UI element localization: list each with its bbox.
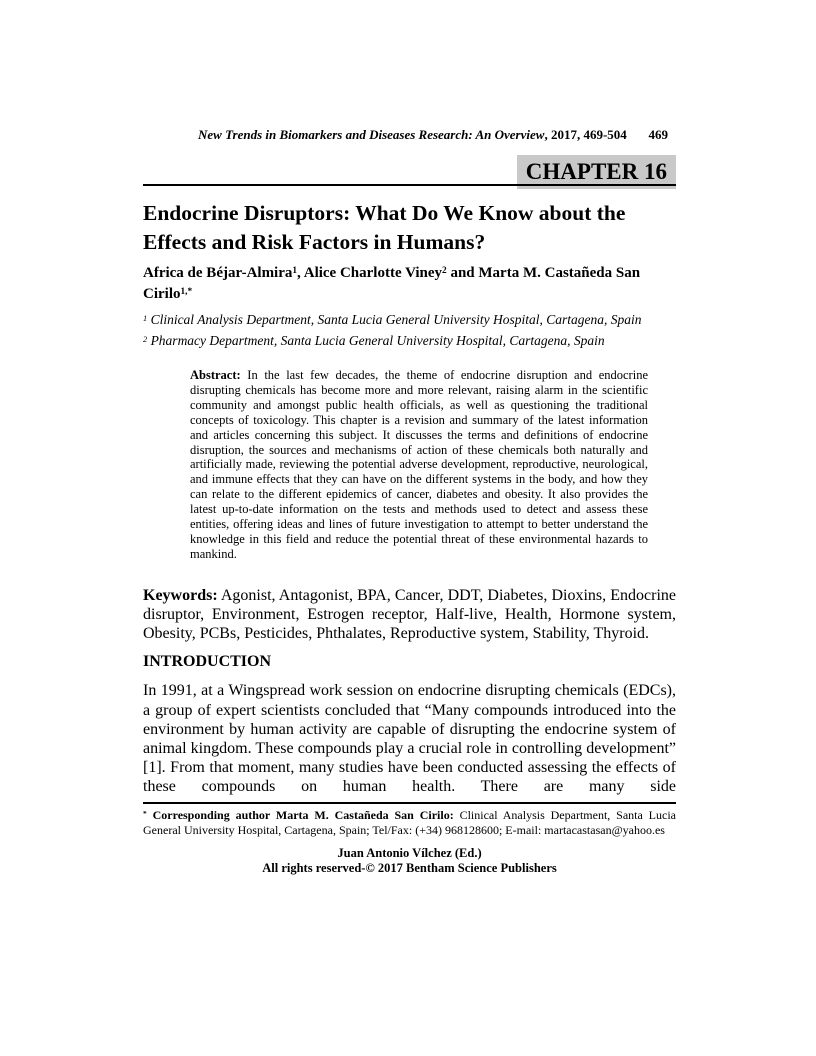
affiliation-2-text: Pharmacy Department, Santa Lucia General University Hospital, Cartagena, Spain [147, 333, 605, 348]
footnote-text: Clinical Analysis Department, Santa Lucia General University Hospital, Cartagena, Spain; Tel/Fax: (+34) 968128600; E-mail: martacastasan@yahoo.es [143, 807, 676, 837]
affiliations [143, 309, 676, 351]
abstract [190, 368, 648, 562]
affiliation-2 [143, 330, 676, 351]
abstract-text: In the last few decades, the theme of endocrine disruption and endocrine disrupting chemicals has become more and more relevant, raising alarm in the scientific community and amongst public health officials, as well as questioning the traditional concepts of toxicology. This chapter is a revision and summary of the latest information and articles concerning this subject. It discusses the terms and definitions of endocrine disruption, the sources and mechanisms of action of these chemicals both naturally and artificially made, reviewing the potential adverse development, reproductive, neurological, and immune effects that they can have on the different systems in the body, and how they can relate to the different epidemics of cancer, diabetes and obesity. It also provides the latest up-to-date information on the tests and methods used to detect and assess these entities, offering ideas and lines of future investigation to attempt to better understand the knowledge in this field and reduce the potential threat of these environmental hazards to mankind. [190, 368, 648, 561]
affiliation-1-text: Clinical Analysis Department, Santa Lucia General University Hospital, Cartagena, Spain [147, 312, 642, 327]
footnote-rule [143, 802, 676, 804]
footnote-marker: * [143, 808, 147, 818]
introduction-paragraph: In 1991, at a Wingspread work session on endocrine disrupting chemicals (EDCs), a group of expert scientists concluded that “Many compounds introduced into the environment by human activity are capable of disrupting the endocrine system of animal kingdom. These compounds play a crucial role in controlling development” [1]. From that moment, many studies have been conducted assessing the effects of these compounds on human health. There are many side [143, 682, 676, 796]
author-1-superscript: 1 [292, 266, 298, 277]
abstract-label: Abstract: [190, 368, 241, 382]
page-number: 469 [648, 127, 668, 142]
chapter-label: CHAPTER 16 [525, 159, 667, 184]
running-header [143, 127, 676, 143]
introduction-heading: INTRODUCTION [143, 653, 272, 671]
keywords [143, 586, 676, 644]
affiliation-1-superscript: 1 [143, 313, 148, 323]
running-header-book-title [198, 127, 627, 143]
footnote-bold-text: Corresponding author Marta M. Castañeda San Cirilo: [146, 807, 454, 822]
author-separator-2: and [446, 265, 479, 281]
keywords-text: Agonist, Antagonist, BPA, Cancer, DDT, Diabetes, Dioxins, Endocrine disruptor, Environment, Estrogen receptor, Half-live, Health, Hormone system, Obesity, PCBs, Pesticides, Phthalates, Reproductive system, Stability, Thyroid. [143, 586, 676, 643]
book-title-pages: , 2017, 469-504 [544, 127, 627, 142]
author-separator-1: , [297, 265, 304, 281]
keywords-label: Keywords: [143, 586, 218, 604]
affiliation-2-superscript: 2 [143, 334, 148, 344]
author-2-superscript: 2 [442, 266, 447, 277]
author-name-1: Africa de Béjar-Almira [143, 265, 293, 281]
book-title-italic: New Trends in Biomarkers and Diseases Research: An Overview [198, 127, 545, 142]
author-name-3: Marta M. Castañeda San Cirilo [143, 265, 641, 302]
chapter-title: Endocrine Disruptors: What Do We Know about the Effects and Risk Factors in Humans? [143, 201, 626, 254]
chapter-header-row [143, 155, 676, 189]
author-name-2: Alice Charlotte Viney [303, 265, 443, 281]
corresponding-author-footnote [143, 808, 676, 838]
author-3-superscript: 1,* [180, 287, 193, 298]
affiliation-1 [143, 309, 676, 330]
authors-line [143, 263, 676, 305]
footer-editor: Juan Antonio Vílchez (Ed.) [337, 845, 482, 860]
footer-rights: All rights reserved-© 2017 Bentham Science Publishers [262, 860, 557, 875]
chapter-rule [143, 184, 676, 186]
book-footer [143, 846, 676, 876]
